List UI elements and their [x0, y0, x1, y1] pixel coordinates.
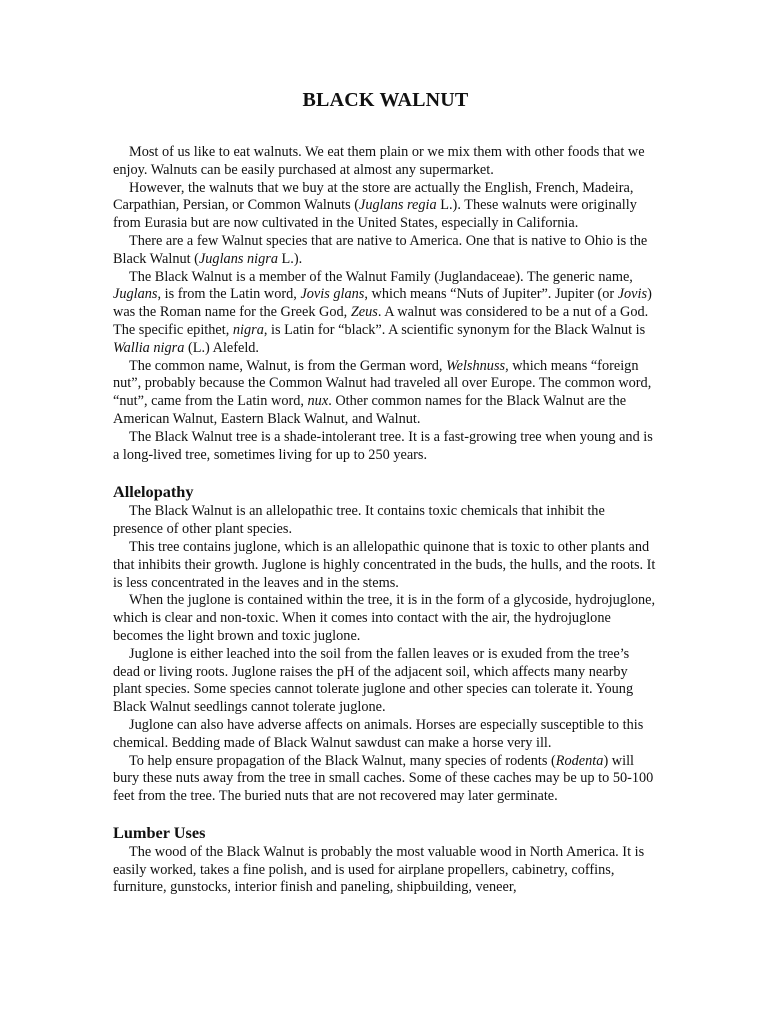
paragraph: However, the walnuts that we buy at the store are actually the English, French, Madeira, Carpathian, Persian, or Common Walnuts (Juglans regia L.). These walnuts were originally from Eurasia but are now cultivated in the United States, especially in California. — [113, 179, 637, 232]
paragraph: The Black Walnut tree is a shade-intolerant tree. It is a fast-growing tree when young and is a long-lived tree, sometimes living for up to 250 years. — [113, 428, 653, 463]
paragraph: Juglone is either leached into the soil from the fallen leaves or is exuded from the tree’s dead or living roots. Juglone raises the pH of the adjacent soil, which affects many nearby plant species. Some species cannot tolerate juglone and other species can tolerate it. Young Black Walnut seedlings cannot tolerate juglone. — [113, 645, 634, 716]
paragraph: When the juglone is contained within the tree, it is in the form of a glycoside, hydrojuglone, which is clear and non-toxic. When it comes into contact with the air, the hydrojuglone becomes the light brown and toxic juglone. — [113, 592, 656, 644]
allelopathy-section — [113, 503, 658, 806]
document-title: BLACK WALNUT — [302, 89, 469, 111]
italic-term: Juglans — [113, 286, 158, 303]
paragraph: There are a few Walnut species that are native to America. One that is native to Ohio is the Black Walnut (Juglans nigra L.). — [113, 232, 648, 267]
lumber-uses-section — [113, 844, 658, 897]
paragraph: The wood of the Black Walnut is probably the most valuable wood in North America. It is easily worked, takes a fine polish, and is used for airplane propellers, cabinetry, coffins, furniture, gunstocks, interior finish and paneling, shipbuilding, veneer, — [113, 843, 645, 896]
paragraph: The Black Walnut is a member of the Walnut Family (Juglandaceae). The generic name, Juglans, is from the Latin word, Jovis glans, which means “Nuts of Jupiter”. Jupiter (or Jovis) was the Roman name for the Greek God, Zeus. A walnut was considered to be a nut of a God. The specific epithet, nigra, is Latin for “black”. A scientific synonym for the Black Walnut is Wallia nigra (L.) Alefeld. — [113, 268, 652, 356]
italic-term: Jovis glans — [300, 286, 365, 303]
italic-term: Rodenta — [555, 752, 604, 769]
italic-term: Juglans regia — [358, 197, 437, 214]
italic-term: Zeus — [350, 304, 378, 321]
paragraph: Juglone can also have adverse affects on animals. Horses are especially susceptible to this chemical. Bedding made of Black Walnut sawdust can make a horse very ill. — [113, 716, 644, 751]
italic-term: Welshnuss — [446, 357, 506, 374]
paragraph: The Black Walnut is an allelopathic tree. It contains toxic chemicals that inhibit the presence of other plant species. — [113, 503, 605, 538]
intro-section — [113, 144, 658, 464]
paragraph: Most of us like to eat walnuts. We eat them plain or we mix them with other foods that we enjoy. Walnuts can be easily purchased at almost any supermarket. — [113, 144, 645, 178]
section-heading-lumber-uses: Lumber Uses — [113, 822, 206, 842]
paragraph: This tree contains juglone, which is an allelopathic quinone that is toxic to other plants and that inhibits their growth. Juglone is highly concentrated in the buds, the hulls, and the roots. It is less concentrated in the leaves and in the stems. — [113, 538, 656, 591]
paragraph: The common name, Walnut, is from the German word, Welshnuss, which means “foreign nut”, probably because the Common Walnut had traveled all over Europe. The common word, “nut”, came from the Latin word, nux. Other common names for the Black Walnut are the American Walnut, Eastern Black Walnut, and Walnut. — [113, 357, 652, 427]
section-heading-allelopathy: Allelopathy — [113, 482, 194, 502]
italic-term: Jovis — [617, 286, 648, 303]
italic-term: Wallia nigra — [113, 339, 185, 356]
italic-term: nigra — [232, 321, 264, 338]
paragraph: To help ensure propagation of the Black Walnut, many species of rodents (Rodenta) will bury these nuts away from the tree in small caches. Some of these caches may be up to 50-100 feet from the tree. The buried nuts that are not recovered may later germinate. — [113, 752, 654, 805]
document-page — [113, 88, 658, 897]
italic-term: Juglans nigra — [198, 250, 278, 267]
italic-term: nux — [307, 393, 329, 410]
